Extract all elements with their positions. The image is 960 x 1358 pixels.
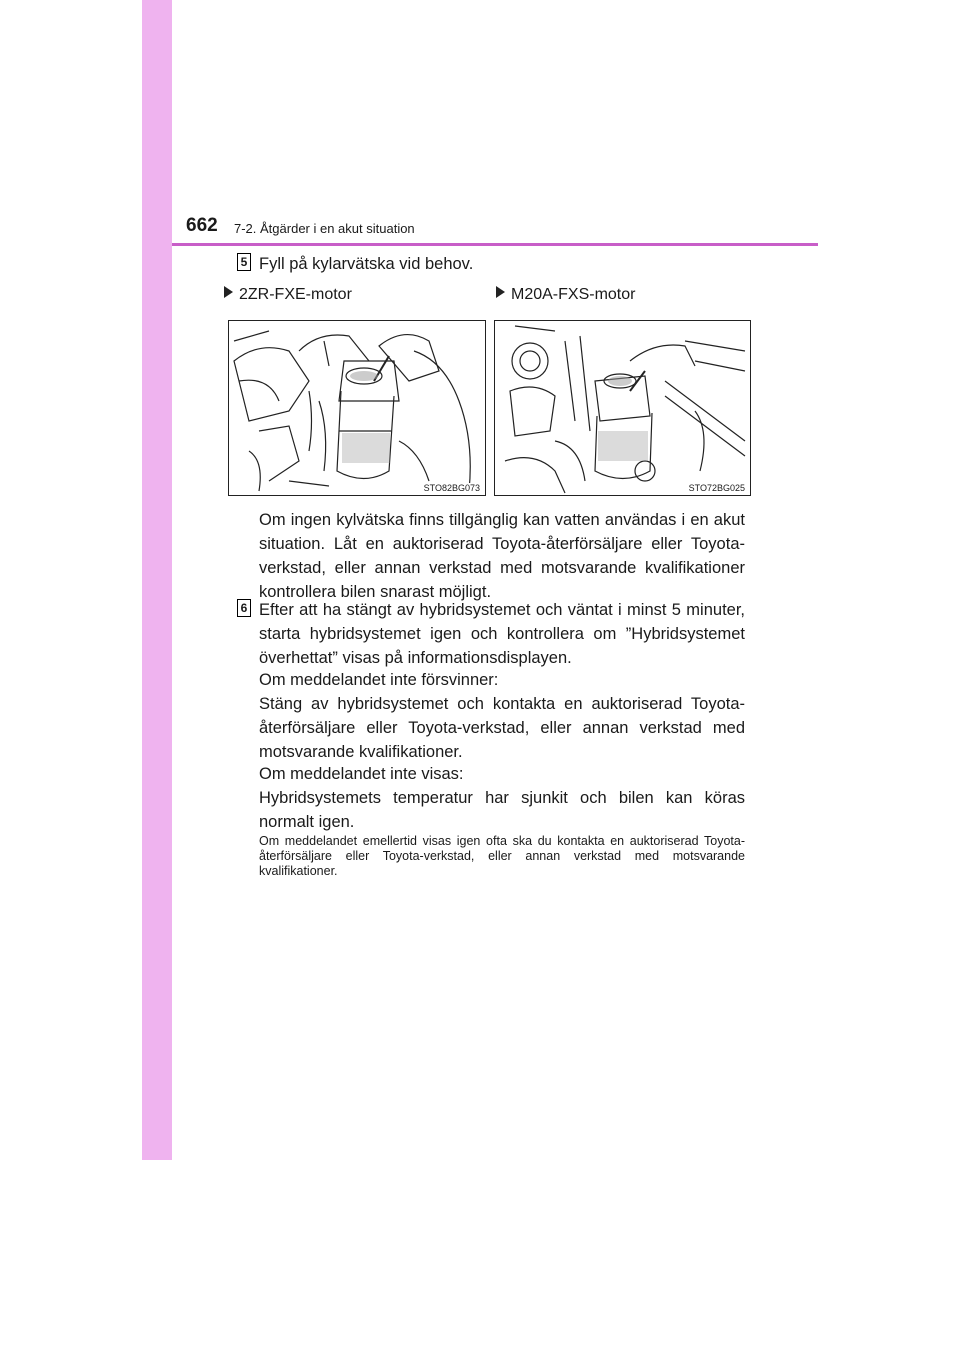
triangle-bullet-icon: [224, 286, 233, 298]
coolant-refill-drawing: [495, 321, 750, 495]
page-number: 662: [186, 215, 218, 236]
figure-2-caption: M20A-FXS-motor: [496, 286, 635, 304]
engine-illustration-m20a: [494, 320, 751, 496]
case-not-shown-text: Hybridsystemets temperatur har sjunkit och bilen kan köras normalt igen.: [259, 789, 745, 831]
chapter-side-tab: [142, 0, 172, 1160]
figure-2-code: STO72BG025: [688, 483, 745, 493]
header-rule: [172, 243, 818, 246]
figure-1-caption: 2ZR-FXE-motor: [224, 286, 352, 304]
coolant-refill-drawing: [229, 321, 485, 495]
engine-illustration-2zr: [228, 320, 486, 496]
step-5-badge: 5: [237, 253, 251, 271]
figure-1-code: STO82BG073: [423, 483, 480, 493]
case-not-shown-heading: Om meddelandet inte visas:: [259, 765, 464, 783]
step-6-text: Efter att ha stängt av hybridsystemet och väntat i minst 5 minuter, starta hybridsystemet igen och kontrollera om ”Hybridsystemet överhettat” visas på informationsdisplayen.: [259, 601, 745, 667]
chapter-title: 7-2. Åtgärder i en akut situation: [234, 221, 415, 236]
step-5-text: Fyll på kylarvätska vid behov.: [259, 255, 474, 273]
case-disappear-heading: Om meddelandet inte försvinner:: [259, 671, 499, 689]
step-6-badge: 6: [237, 599, 251, 617]
case-disappear-text: Stäng av hybridsystemet och kontakta en auktoriserad Toyota-återförsäljare eller Toyota-verkstad, eller annan verkstad med motsvarande kvalifikationer.: [259, 695, 745, 761]
water-note: Om ingen kylvätska finns tillgänglig kan vatten användas i en akut situation. Låt en auktoriserad Toyota-återförsäljare eller Toyota-verkstad, eller annan verkstad med motsvarande kvalifikationer kontrollera bilen snarast möjligt.: [259, 511, 745, 601]
footnote-text: Om meddelandet emellertid visas igen ofta ska du kontakta en auktoriserad Toyota-återförsäljare eller Toyota-verkstad, eller annan verkstad med motsvarande kvalifikationer.: [259, 834, 745, 878]
triangle-bullet-icon: [496, 286, 505, 298]
